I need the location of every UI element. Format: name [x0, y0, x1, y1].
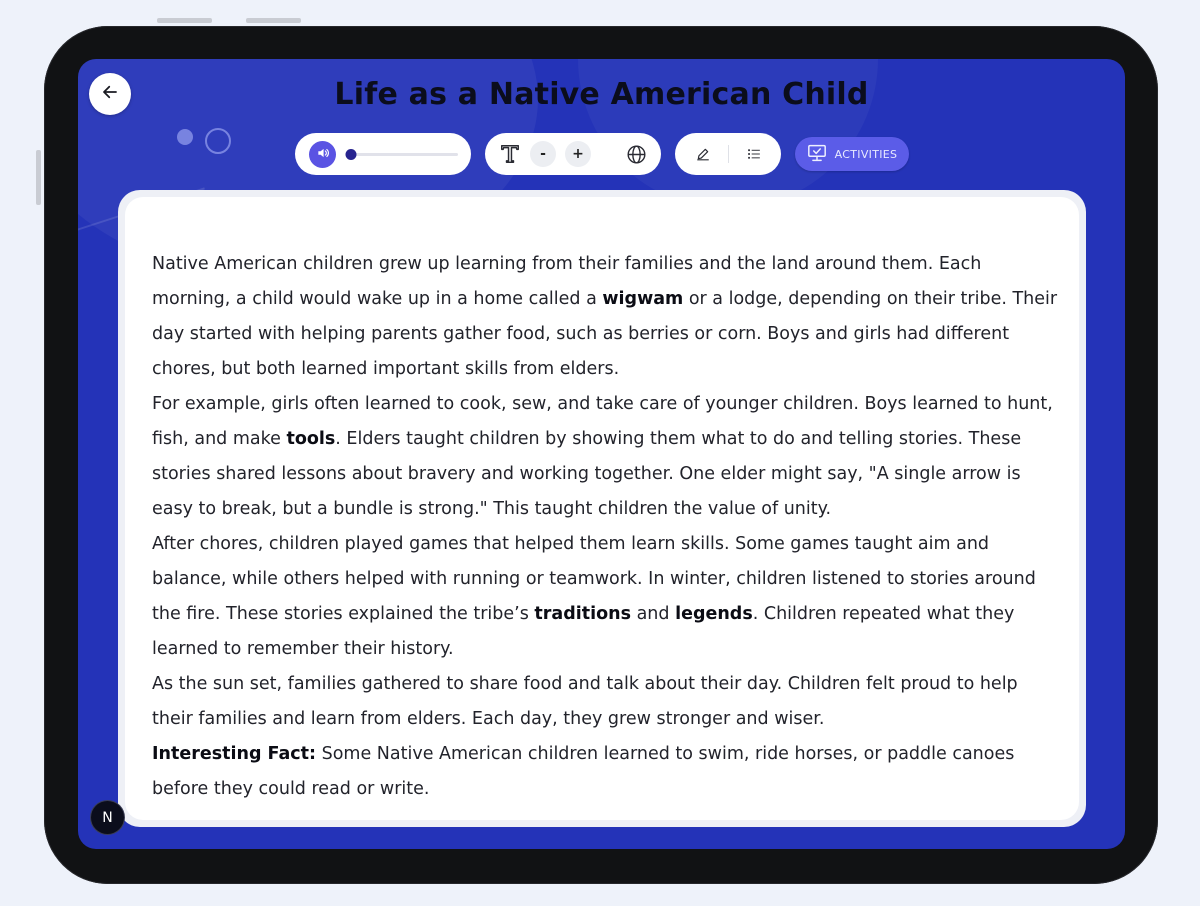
divider — [728, 145, 729, 163]
article-text: For example, girls often learned to cook, sew, and take care of younger children. Boys learned to hunt, fish, and make — [152, 394, 1053, 449]
decorative-dot — [177, 129, 193, 145]
article-paragraph — [152, 387, 1062, 527]
fact-label: Interesting Fact: — [152, 744, 317, 764]
vocabulary-word[interactable]: wigwam — [602, 289, 684, 309]
speaker-icon — [316, 145, 330, 164]
decorative-ring — [205, 128, 231, 154]
article-text: or a lodge, depending on their tribe. Their day started with helping parents gather food, such as berries or corn. Boys and girls had different chores, but both learned important skills from elders. — [152, 289, 1058, 379]
reading-card — [125, 197, 1079, 820]
article-paragraph — [152, 667, 1062, 737]
article-paragraph — [152, 527, 1062, 667]
decrease-font-button[interactable]: - — [530, 141, 556, 167]
hardware-button — [157, 18, 212, 23]
article-body — [152, 247, 1062, 807]
n-badge[interactable]: N — [91, 801, 124, 834]
article-text: As the sun set, families gathered to share food and talk about their day. Children felt proud to help their families and learn from elders. Each day, they grew stronger and wiser. — [152, 674, 1018, 729]
increase-font-button[interactable]: + — [565, 141, 591, 167]
pen-icon[interactable] — [693, 144, 713, 164]
hardware-button — [246, 18, 301, 23]
vocabulary-word[interactable]: legends — [675, 604, 753, 624]
font-size-icon — [499, 143, 521, 165]
reading-card-frame — [118, 190, 1086, 827]
reading-tools — [675, 133, 781, 175]
audio-progress-slider[interactable] — [346, 153, 458, 156]
article-text: . Elders taught children by showing them what to do and telling stories. These stories shared lessons about bravery and working together. One elder might say, "A single arrow is easy to break, but a bundle is strong." This taught children the value of unity. — [152, 429, 1022, 519]
article-text: and — [631, 604, 676, 624]
globe-icon[interactable] — [625, 143, 647, 165]
monitor-icon — [807, 144, 827, 165]
activities-button[interactable] — [795, 137, 909, 171]
app-screen — [78, 59, 1125, 849]
article-text: Native American children grew up learning from their families and the land around them. Each morning, a child would wake up in a home called a — [152, 254, 982, 309]
vocabulary-word[interactable]: traditions — [534, 604, 632, 624]
article-text: After chores, children played games that helped them learn skills. Some games taught aim and balance, while others helped with running or teamwork. In winter, children listened to stories around the fire. These stories explained the tribe’s — [152, 534, 1036, 624]
article-text: Some Native American children learned to swim, ride horses, or paddle canoes before they could read or write. — [152, 744, 1015, 799]
article-text: . Children repeated what they learned to remember their history. — [152, 604, 1015, 659]
audio-progress-thumb[interactable] — [346, 149, 357, 160]
hardware-button — [36, 150, 41, 205]
play-audio-button[interactable] — [309, 141, 336, 168]
audio-player — [295, 133, 471, 175]
article-paragraph — [152, 247, 1062, 387]
vocabulary-word[interactable]: tools — [286, 429, 336, 449]
activities-label: ACTIVITIES — [834, 147, 898, 161]
list-icon[interactable] — [744, 144, 764, 164]
interesting-fact — [152, 737, 1062, 807]
text-controls — [485, 133, 661, 175]
page-title: Life as a Native American Child — [334, 77, 869, 112]
